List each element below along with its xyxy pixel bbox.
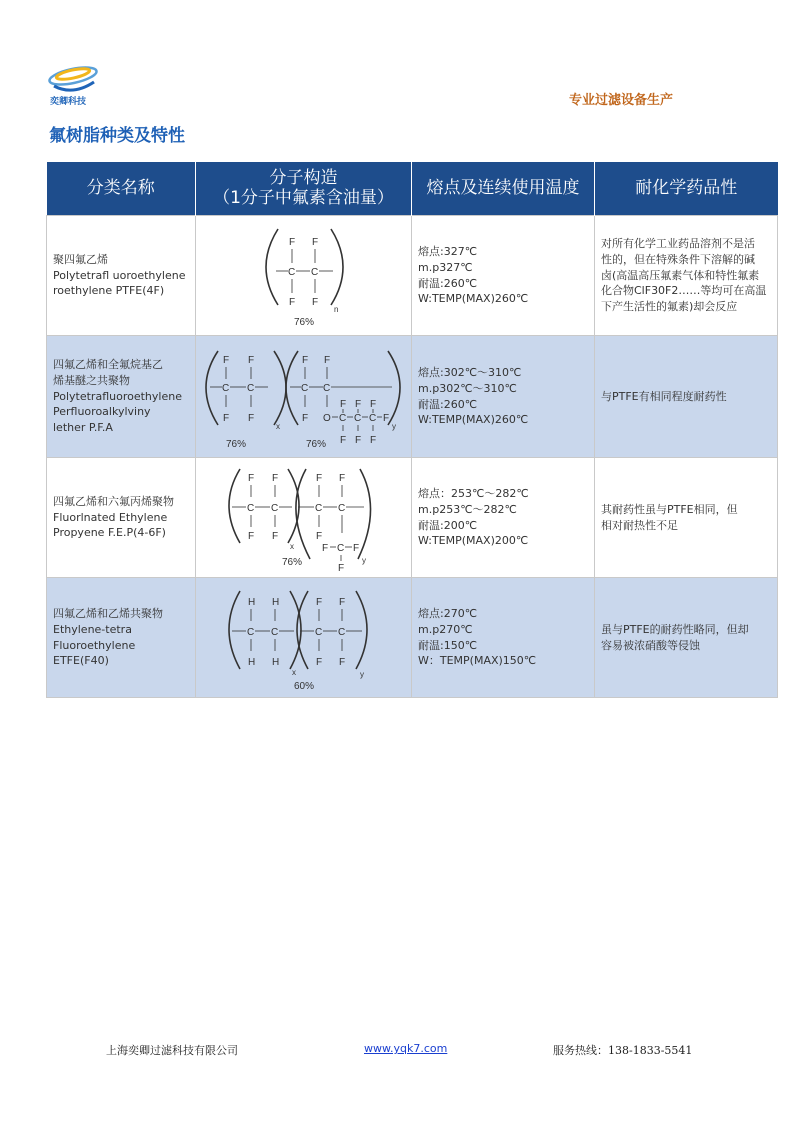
atom-label: F	[370, 398, 377, 410]
atom-label: C	[315, 626, 323, 638]
footer-company: 上海奕卿过滤科技有限公司	[106, 1044, 238, 1057]
atom-label: F	[339, 472, 346, 484]
atom-label: F	[248, 472, 255, 484]
atom-label: F	[272, 472, 279, 484]
atom-label: C	[288, 266, 296, 278]
atom-label: F	[248, 412, 255, 424]
subscript-y: y	[360, 669, 364, 679]
subscript-x: x	[276, 421, 280, 431]
table-row	[47, 578, 778, 698]
chemical-resistance: 与PTFE有相同程度耐药性	[595, 336, 778, 458]
fluorine-percent: 76%	[306, 438, 327, 450]
atom-label: C	[222, 382, 230, 394]
atom-label: F	[316, 530, 323, 542]
atom-label: F	[272, 530, 279, 542]
footer-website-link[interactable]: www.yqk7.com	[364, 1042, 448, 1055]
atom-label: F	[338, 562, 345, 574]
chemical-resistance: 其耐药性虽与PTFE相同，但 相对耐热性不足	[595, 458, 778, 578]
atom-label: F	[312, 296, 319, 308]
atom-label: F	[223, 412, 230, 424]
fluorine-percent: 76%	[294, 316, 315, 328]
logo-text: 奕卿科技	[50, 97, 87, 107]
subscript-x: x	[290, 541, 294, 551]
atom-label: F	[248, 354, 255, 366]
atom-label: O	[323, 412, 331, 424]
atom-label: C	[315, 502, 323, 514]
chemical-resistance: 对所有化学工业药品溶剂不是活 性的，但在特殊条件下溶解的碱 卤(高温高压氟素气体和特性氟素 化合物ClF30F2……等均可在高温 下产生活性的氟素)却会反应	[595, 216, 778, 336]
fluorine-percent: 76%	[226, 438, 247, 450]
atom-label: C	[323, 382, 331, 394]
molecular-structure	[196, 336, 412, 458]
atom-label: F	[312, 236, 319, 248]
subscript-y: y	[362, 555, 366, 565]
temperature-info: 熔点:327℃ m.p327℃ 耐温:260℃ W:TEMP(MAX)260℃	[412, 216, 595, 336]
atom-label: H	[272, 596, 280, 608]
table-row	[47, 336, 778, 458]
molecular-structure	[196, 458, 412, 578]
molecular-structure	[196, 578, 412, 698]
subscript-n: n	[334, 304, 339, 314]
atom-label: F	[322, 542, 329, 554]
atom-label: F	[353, 542, 360, 554]
atom-label: F	[316, 656, 323, 668]
atom-label: F	[340, 434, 347, 446]
header-category: 分类名称	[47, 162, 196, 216]
atom-label: F	[324, 354, 331, 366]
table-header-row	[47, 162, 778, 216]
category-name: 四氟乙烯和全氟烷基乙 烯基醚之共聚物 Polytetrafluoroethylene Perfluoroalkylviny lether P.F.A	[47, 336, 196, 458]
atom-label: F	[302, 412, 309, 424]
atom-label: C	[354, 412, 362, 424]
atom-label: C	[369, 412, 377, 424]
atom-label: F	[339, 656, 346, 668]
subscript-y: y	[392, 421, 396, 431]
atom-label: F	[316, 472, 323, 484]
atom-label: C	[271, 626, 279, 638]
subscript-x: x	[292, 667, 296, 677]
atom-label: C	[247, 382, 255, 394]
header-slogan: 专业过滤设备生产	[569, 93, 674, 108]
atom-label: F	[302, 354, 309, 366]
atom-label: F	[340, 398, 347, 410]
category-name: 聚四氟乙烯 Polytetrafl uoroethylene roethylene PTFE(4F)	[47, 216, 196, 336]
category-name: 四氟乙烯和六氟丙烯聚物 Fluorlnated Ethylene Propyene F.E.P(4-6F)	[47, 458, 196, 578]
atom-label: H	[272, 656, 280, 668]
atom-label: F	[248, 530, 255, 542]
atom-label: F	[289, 296, 296, 308]
atom-label: H	[248, 596, 256, 608]
fluorine-percent: 60%	[294, 680, 315, 692]
fluorine-percent: 76%	[282, 556, 303, 568]
atom-label: F	[289, 236, 296, 248]
temperature-info: 熔点:302℃～310℃ m.p302℃～310℃ 耐温:260℃ W:TEMP(MAX)260℃	[412, 336, 595, 458]
temperature-info: 熔点:270℃ m.p270℃ 耐温:150℃ W：TEMP(MAX)150℃	[412, 578, 595, 698]
header-structure: 分子构造 （1分子中氟素含油量）	[196, 162, 412, 216]
atom-label: C	[301, 382, 309, 394]
atom-label: H	[248, 656, 256, 668]
atom-label: C	[311, 266, 319, 278]
atom-label: F	[316, 596, 323, 608]
chemical-resistance: 虽与PTFE的耐药性略同，但却 容易被浓硝酸等侵蚀	[595, 578, 778, 698]
atom-label: C	[337, 542, 345, 554]
atom-label: F	[339, 596, 346, 608]
atom-label: F	[355, 398, 362, 410]
atom-label: C	[247, 626, 255, 638]
atom-label: C	[338, 626, 346, 638]
molecular-structure	[196, 216, 412, 336]
atom-label: C	[338, 502, 346, 514]
table-row	[47, 216, 778, 336]
atom-label: F	[383, 412, 390, 424]
page-title: 氟树脂种类及特性	[49, 126, 185, 146]
header-temperature: 熔点及连续使用温度	[412, 162, 595, 216]
fluororesin-table	[46, 162, 778, 698]
atom-label: F	[223, 354, 230, 366]
atom-label: C	[247, 502, 255, 514]
atom-label: F	[355, 434, 362, 446]
header-chemical-resistance: 耐化学药品性	[595, 162, 778, 216]
temperature-info: 熔点：253℃～282℃ m.p253℃～282℃ 耐温:200℃ W:TEMP(MAX)200℃	[412, 458, 595, 578]
table-row	[47, 458, 778, 578]
atom-label: C	[339, 412, 347, 424]
atom-label: F	[370, 434, 377, 446]
atom-label: C	[271, 502, 279, 514]
category-name: 四氟乙烯和乙烯共聚物 Ethylene-tetra Fluoroethylene ETFE(F40)	[47, 578, 196, 698]
footer-hotline: 服务热线：138-1833-5541	[553, 1044, 693, 1057]
